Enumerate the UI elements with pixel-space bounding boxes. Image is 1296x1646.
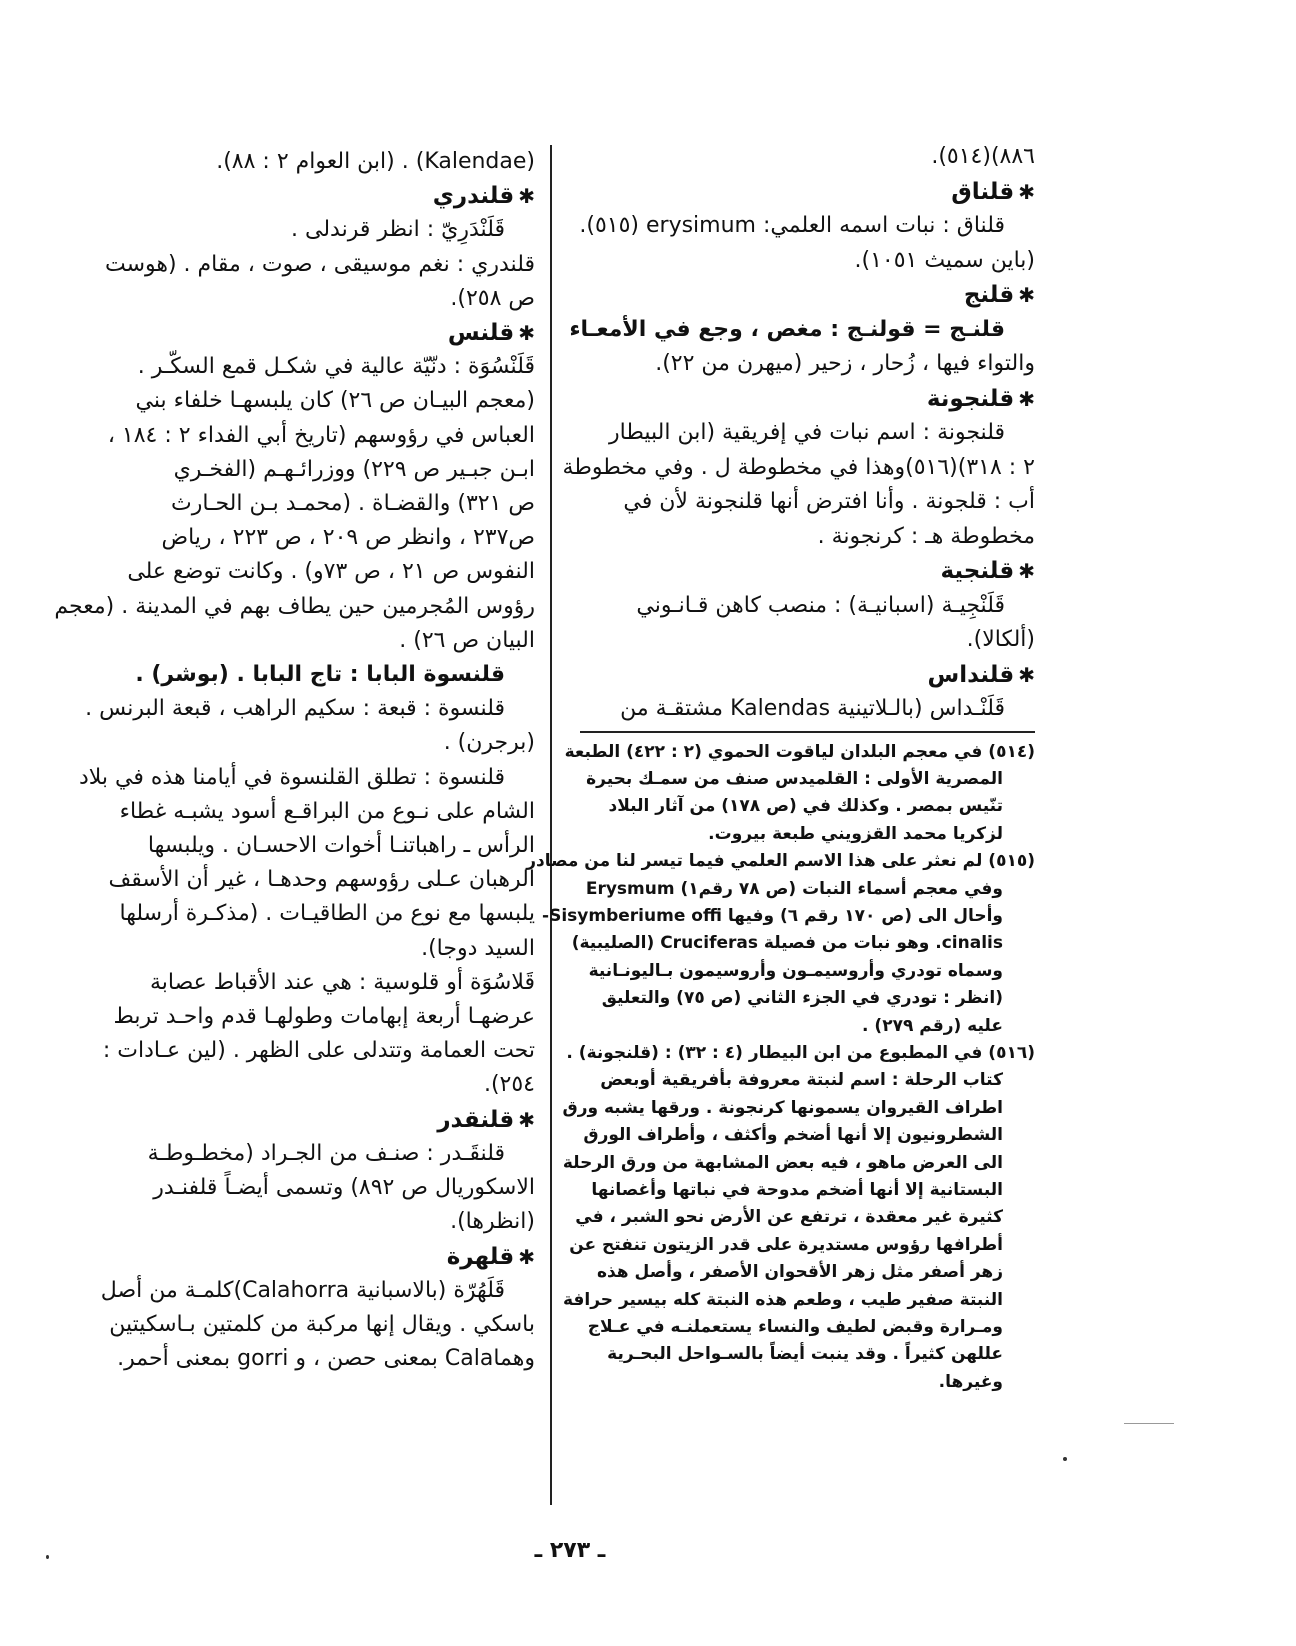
- entry-text: ص٢٣٧ ، وانظر ص ٢٠٩ ، ص ٢٢٣ ، رياض: [161, 525, 535, 551]
- entry-text: النفوس ص ٢١ ، ص ٧٣و) . وكانت توضع على: [127, 559, 535, 585]
- footnote-line: النبتة صفير طيب ، وطعم هذه النبتة كله بيسير حرافة: [562, 1289, 1003, 1310]
- entry-text: ص ٢٥٨).: [450, 285, 535, 311]
- entry-heading: ✱قلنس: [447, 320, 535, 347]
- entry-heading: ✱قلناق: [951, 178, 1035, 205]
- entry-heading: ✱قلندري: [432, 183, 535, 210]
- footnote-line: وغيرها.: [938, 1371, 1003, 1392]
- footnote-line: cinalis. وهو نبات من فصيلة Cruciferas (الصليبية): [571, 933, 1003, 954]
- entry-text: الاسكوريال ص ٨٩٢) وتسمى أيضـاً قلفنـدر: [153, 1175, 535, 1201]
- footnote-line: زهر أصفر مثل زهر الأقحوان الأصفر ، وأصل هذه: [596, 1262, 1003, 1283]
- entry-text: قَلاسُوَة أو قلوسية : هي عند الأقباط عصابة: [149, 969, 535, 995]
- scan-speck: [1124, 1423, 1174, 1424]
- page-number: ـ ٢٧٣ ـ: [534, 1538, 606, 1563]
- entry-heading: ✱قلنج: [963, 282, 1035, 308]
- entry-text: قلنجونة : اسم نبات في إفريقية (ابن البيطار: [609, 420, 1005, 445]
- entry-text: (معجم البيـان ص ٢٦) كان يلبسهـا خلفاء بني: [135, 388, 535, 414]
- entry-text: قلنقَـدر : صنـف من الجـراد (مخطـوطـة: [147, 1140, 505, 1166]
- scan-speck: [1063, 1457, 1067, 1461]
- footnote-line: (٥١٥) لم نعثر على هذا الاسم العلمي فيما تيسر لنا من مصادر: [526, 851, 1035, 872]
- entry-text: قلندري : نغم موسيقى ، صوت ، مقام . (هوست: [104, 251, 535, 277]
- entry-text: ص ٣٢١) والقضـاة . (محمـد بـن الحـارث: [170, 491, 535, 517]
- footnote-line: الشطرونيون إلا أنها أضخم وأكثف ، وأطراف الورق: [583, 1125, 1003, 1146]
- footnote-line: ومـرارة وقبض لطيف والنساء يستعملنـه في عـلاج: [587, 1317, 1003, 1338]
- scan-speck: [46, 1555, 49, 1559]
- footnote-line: وسماه تودري وأروسيمـون وأروسيمون بـاليونـانية: [588, 960, 1003, 981]
- footnote-line: أطرافها رؤوس مستديرة على قدر الزيتون تنفتح عن: [569, 1234, 1003, 1255]
- entry-text: قلنسوة : قبعة : سكيم الراهب ، قبعة البرنس .: [85, 696, 505, 722]
- entry-text: مخطوطة هـ : كرنجونة .: [817, 523, 1035, 549]
- entry-text: البيان ص ٢٦) .: [399, 627, 535, 653]
- column-divider: [550, 145, 552, 1505]
- entry-text: ابـن جبـير ص ٢٢٩) ووزرائـهـم (الفخـري: [173, 456, 535, 482]
- entry-text: (باين سميث ١٠٥١).: [854, 247, 1035, 273]
- entry-text: (انظرها).: [450, 1209, 535, 1235]
- left-column: [54, 145, 535, 1376]
- continuation-line: ٨٨٦)(٥١٤).: [931, 144, 1035, 169]
- entry-text: العباس في رؤوسهم (تاريخ أبي الفداء ٢ : ١٨٤ ،: [107, 422, 535, 448]
- footnote-line: تنّيس بمصر . وكذلك في (ص ١٧٨) من آثار البلاد: [608, 796, 1003, 817]
- entry-text: رؤوس المُجرمين حين يطاف بهم في المدينة . (معجم: [54, 593, 535, 619]
- entry-text: (ألكالا).: [966, 627, 1035, 652]
- entry-text: الشام على نـوع من البراقـع أسود يشبـه غطاء: [119, 798, 535, 824]
- entry-text: قَلَنْسُوَة : دنّيّة عالية في شكـل قمع السكّـر .: [137, 354, 535, 380]
- entry-text: عرضهـا أربعة إبهامات وطولهـا قدم واحـد تربط: [113, 1004, 535, 1030]
- footnote-separator: [580, 731, 1035, 733]
- entry-text: قلنسوة البابا : تاج البابا . (بوشر) .: [135, 662, 505, 688]
- footnote-line: عللهن كثيراً . وقد ينبت أيضاً بالسـواحل البحـرية: [607, 1344, 1003, 1365]
- footnote-line: (٥١٦) في المطبوع من ابن البيطار (٤ : ٣٢) : (قلنجونة) .: [566, 1042, 1035, 1063]
- entry-text: قلناق : نبات اسمه العلمي: erysimum (٥١٥).: [579, 213, 1005, 238]
- entry-text: باسكي . ويقال إنها مركبة من كلمتين بـاسكيتين: [109, 1311, 535, 1337]
- entry-heading: ✱قلنجية: [940, 558, 1035, 584]
- footnote-line: عليه (رقم ٢٧٩) .: [862, 1015, 1003, 1036]
- entry-text: قلنـج = قولنـج : مغص ، وجع في الأمعـاء: [569, 316, 1005, 342]
- entry-heading: ✱قلنجونة: [926, 385, 1035, 412]
- footnote-line: الى العرض ماهو ، فيه بعض المشابهة من ورق الرحلة: [562, 1152, 1003, 1173]
- right-column: [526, 140, 1035, 1396]
- entry-text: ٢٥٤).: [483, 1072, 535, 1098]
- footnote-line: (٥١٤) في معجم البلدان لياقوت الحموي (٢ : ٤٢٢) الطبعة: [564, 741, 1035, 762]
- entry-text: قَلَنْـداس (بالـلاتينية Kalendas مشتقـة من: [620, 696, 1005, 721]
- entry-text: ٢ : ٣١٨)(٥١٦)وهذا في مخطوطة ل . وفي مخطوطة: [562, 454, 1035, 480]
- entry-text: الرأس ـ راهباتنـا أخوات الاحسـان . ويلبسها: [147, 833, 535, 859]
- continuation-line: (Kalendae) . (ابن العوام ٢ : ٨٨).: [216, 149, 535, 174]
- footnote-line: اطراف القيروان يسمونها كرنجونة . ورقها يشبه ورق: [562, 1097, 1003, 1118]
- footnote-line: (انظر : تودري في الجزء الثاني (ص ٧٥) والتعليق: [601, 988, 1003, 1009]
- entry-text: قَلَنْدَرِيّ : انظر قرندلى .: [291, 217, 505, 243]
- footnote-line: المصرية الأولى : القلميدس صنف من سمـك بحيرة: [586, 768, 1003, 789]
- footnote-line: كتاب الرحلة : اسم لنبتة معروفة بأفريقية أوبعض: [600, 1070, 1003, 1091]
- entry-text: (برجرن) .: [443, 730, 535, 756]
- entry-heading: ✱قلنقدر: [437, 1106, 535, 1133]
- entry-text: قلنسوة : تطلق القلنسوة في أيامنا هذه في بلاد: [79, 764, 505, 790]
- entry-text: يلبسها مع نوع من الطاقيـات . (مذكـرة أرسلها: [119, 901, 535, 927]
- footnote-line: كثيرة غير معقدة ، ترتفع عن الأرض نحو الشبر ، في: [575, 1207, 1003, 1228]
- footnote-line: وأحال الى (ص ١٧٠ رقم ٦) وفيها Sisymberiume offi-: [542, 905, 1003, 926]
- entry-heading: ✱قلهرة: [446, 1243, 535, 1270]
- entry-text: أب : قلجونة . وأنا افترض أنها قلنجونة لأن في: [623, 489, 1035, 514]
- entry-text: والتواء فيها ، زُحار ، زحير (ميهرن من ٢٢).: [655, 351, 1035, 376]
- entry-text: قَلَنْجِيـة (اسبانيـة) : منصب كاهن قـانـوني: [636, 592, 1005, 618]
- footnote-line: البستانية إلا أنها أضخم مدوحة في نباتها وأغصانها: [591, 1180, 1003, 1200]
- entry-text: الرهبان عـلى رؤوسهم وحدهـا ، غير أن الأسقف: [108, 867, 535, 893]
- entry-text: وهماCala بمعنى حصن ، و gorri بمعنى أحمر.: [117, 1346, 535, 1372]
- footnote-line: وفي معجم أسماء النبات (ص ٧٨ رقم١) Erysmum: [585, 878, 1003, 899]
- entry-text: السيد دوجا).: [421, 935, 535, 961]
- entry-text: قَلَهُرّة (بالاسبانية Calahorra)كلمـة من أصل: [100, 1277, 505, 1303]
- entry-text: تحت العمامة وتتدلى على الظهر . (لين عـادات :: [102, 1038, 535, 1064]
- footnote-line: لزكريا محمد القزويني طبعة بيروت.: [708, 823, 1003, 844]
- entry-heading: ✱قلنداس: [927, 661, 1035, 688]
